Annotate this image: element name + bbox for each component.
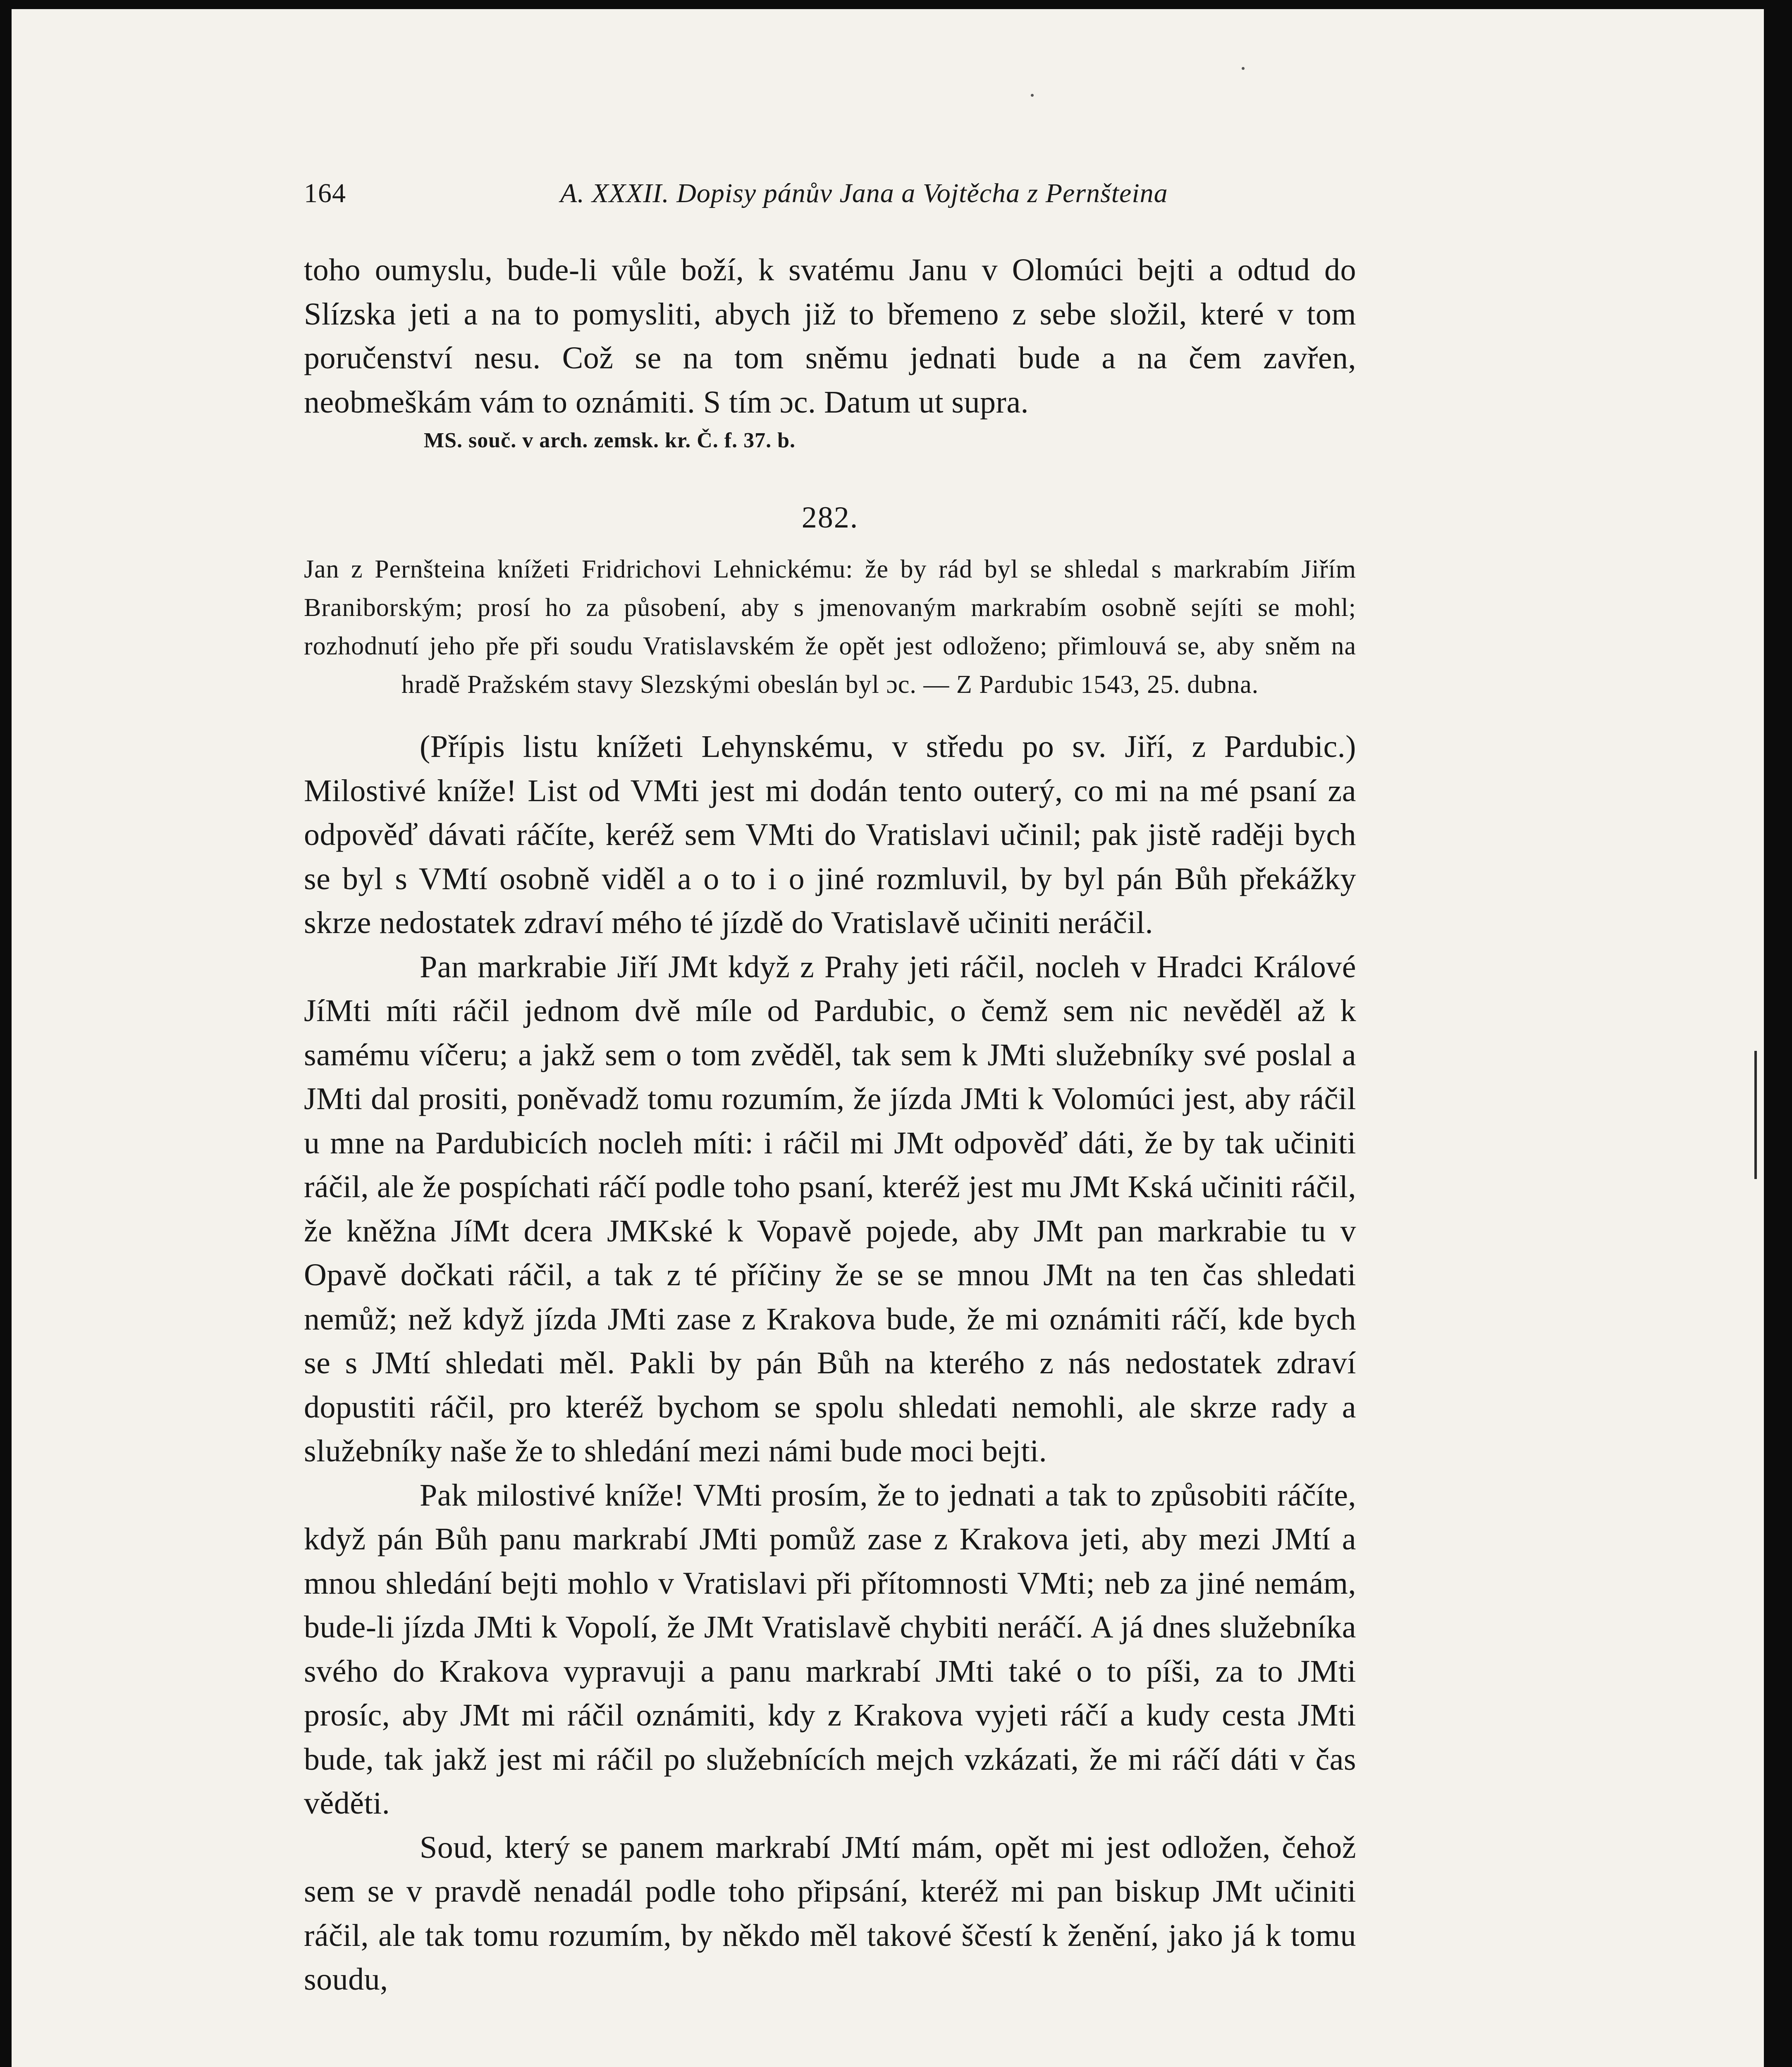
running-head: [304, 178, 1356, 215]
running-title: A. XXXII. Dopisy pánův Jana a Vojtěcha z Pernšteina: [560, 178, 1168, 208]
scan-edge-mark: [1754, 1051, 1757, 1179]
dust-speck: [1242, 67, 1245, 70]
letter-paragraph: (Přípis listu knížeti Lehynskému, v středu po sv. Jiří, z Pardubic.) Milostivé kníže! List od VMti jest mi dodán tento outerý, co mi na mé psaní za odpověď dávati ráčíte, keréž sem VMti do Vratislavi učinil; pak jistě raději bych se byl s VMtí osobně viděl a o to i o jiné rozmluvil, by byl pán Bůh překážky skrze nedostatek zdraví mého té jízdě do Vratislavě učiniti neráčil.: [304, 729, 1356, 940]
letter-paragraph: Soud, který se panem markrabí JMtí mám, opět mi jest odložen, čehož sem se v pravdě nenadál podle toho připsání, kteréž mi pan biskup JMt učiniti ráčil, ale tak tomu rozumím, by někdo měl takové ščestí k ženění, jako já k tomu soudu,: [304, 1830, 1356, 1997]
letter-paragraph: Pan markrabie Jiří JMt když z Prahy jeti ráčil, nocleh v Hradci Králové JíMti míti ráčil jednom dvě míle od Pardubic, o čemž sem nic nevěděl až k samému víčeru; a jakž sem o tom zvěděl, tak sem k JMti služebníky své poslal a JMti dal prositi, poněvadž tomu rozumím, že jízda JMti k Volomúci jest, aby ráčil u mne na Pardubicích nocleh míti: i ráčil mi JMt odpověď dáti, že by tak učiniti ráčil, ale že pospíchati ráčí podle toho psaní, kteréž jest mu JMt Kská učiniti ráčil, že kněžna JíMt dcera JMKské k Vopavě pojede, aby JMt pan markrabie tu v Opavě dočkati ráčil, a tak z té příčiny že se se mnou JMt na ten čas shledati nemůž; než když jízda JMti zase z Krakova bude, že mi oznámiti ráčí, kde bych se s JMtí shledati měl. Pakli by pán Bůh na kterého z nás nedostatek zdraví dopustiti ráčil, pro kteréž bychom se spolu shledati nemohli, ale skrze rady a služebníky naše že to shledání mezi námi bude moci bejti.: [304, 949, 1356, 1468]
main-text-column: [304, 248, 1356, 2002]
continuation-paragraph: toho oumyslu, bude-li vůle boží, k svatému Janu v Olomúci bejti a odtud do Slízska jeti a na to pomysliti, abych již to břemeno z sebe složil, které v tom poručenství nesu. Což se na tom sněmu jednati bude a na čem zavřen, neobmeškám vám to oznámiti. S tím ɔc. Datum ut supra.: [304, 253, 1356, 420]
page-number: 164: [304, 178, 346, 208]
letter-paragraph: Pak milostivé kníže! VMti prosím, že to jednati a tak to způsobiti ráčíte, když pán Bůh panu markrabí JMti pomůž zase z Krakova jeti, aby mezi JMtí a mnou shledání bejti mohlo v Vratislavi při přítomnosti VMti; neb za jiné nemám, bude-li jízda JMti k Vopolí, že JMt Vratislavě chybiti neráčí. A já dnes služebníka svého do Krakova vypravuji a panu markrabí JMti také o to píši, za to JMti prosíc, aby JMt mi ráčil oznámiti, kdy z Krakova vyjeti ráčí a kudy cesta JMti bude, tak jakž jest mi ráčil po služebnících mejch vzkázati, že mi ráčí dáti v čas věděti.: [304, 1477, 1356, 1821]
continuation-block: [304, 248, 1356, 424]
letter-number: 282.: [801, 501, 859, 535]
source-note: MS. souč. v arch. zemsk. kr. Č. f. 37. b.: [424, 429, 796, 452]
letter-body: [304, 725, 1356, 2002]
dust-speck: [1031, 94, 1034, 97]
letter-regest: Jan z Pernšteina knížeti Fridrichovi Lehnickému: že by rád byl se shledal s markrabím Jiřím Braniborským; prosí ho za působení, aby s jmenovaným markrabím osobně sejíti se mohl; rozhodnutí jeho pře při soudu Vratislavském že opět jest odloženo; přimlouvá se, aby sněm na hradě Pražském stavy Slezskými obeslán byl ɔc. — Z Pardubic 1543, 25. dubna.: [304, 555, 1356, 699]
